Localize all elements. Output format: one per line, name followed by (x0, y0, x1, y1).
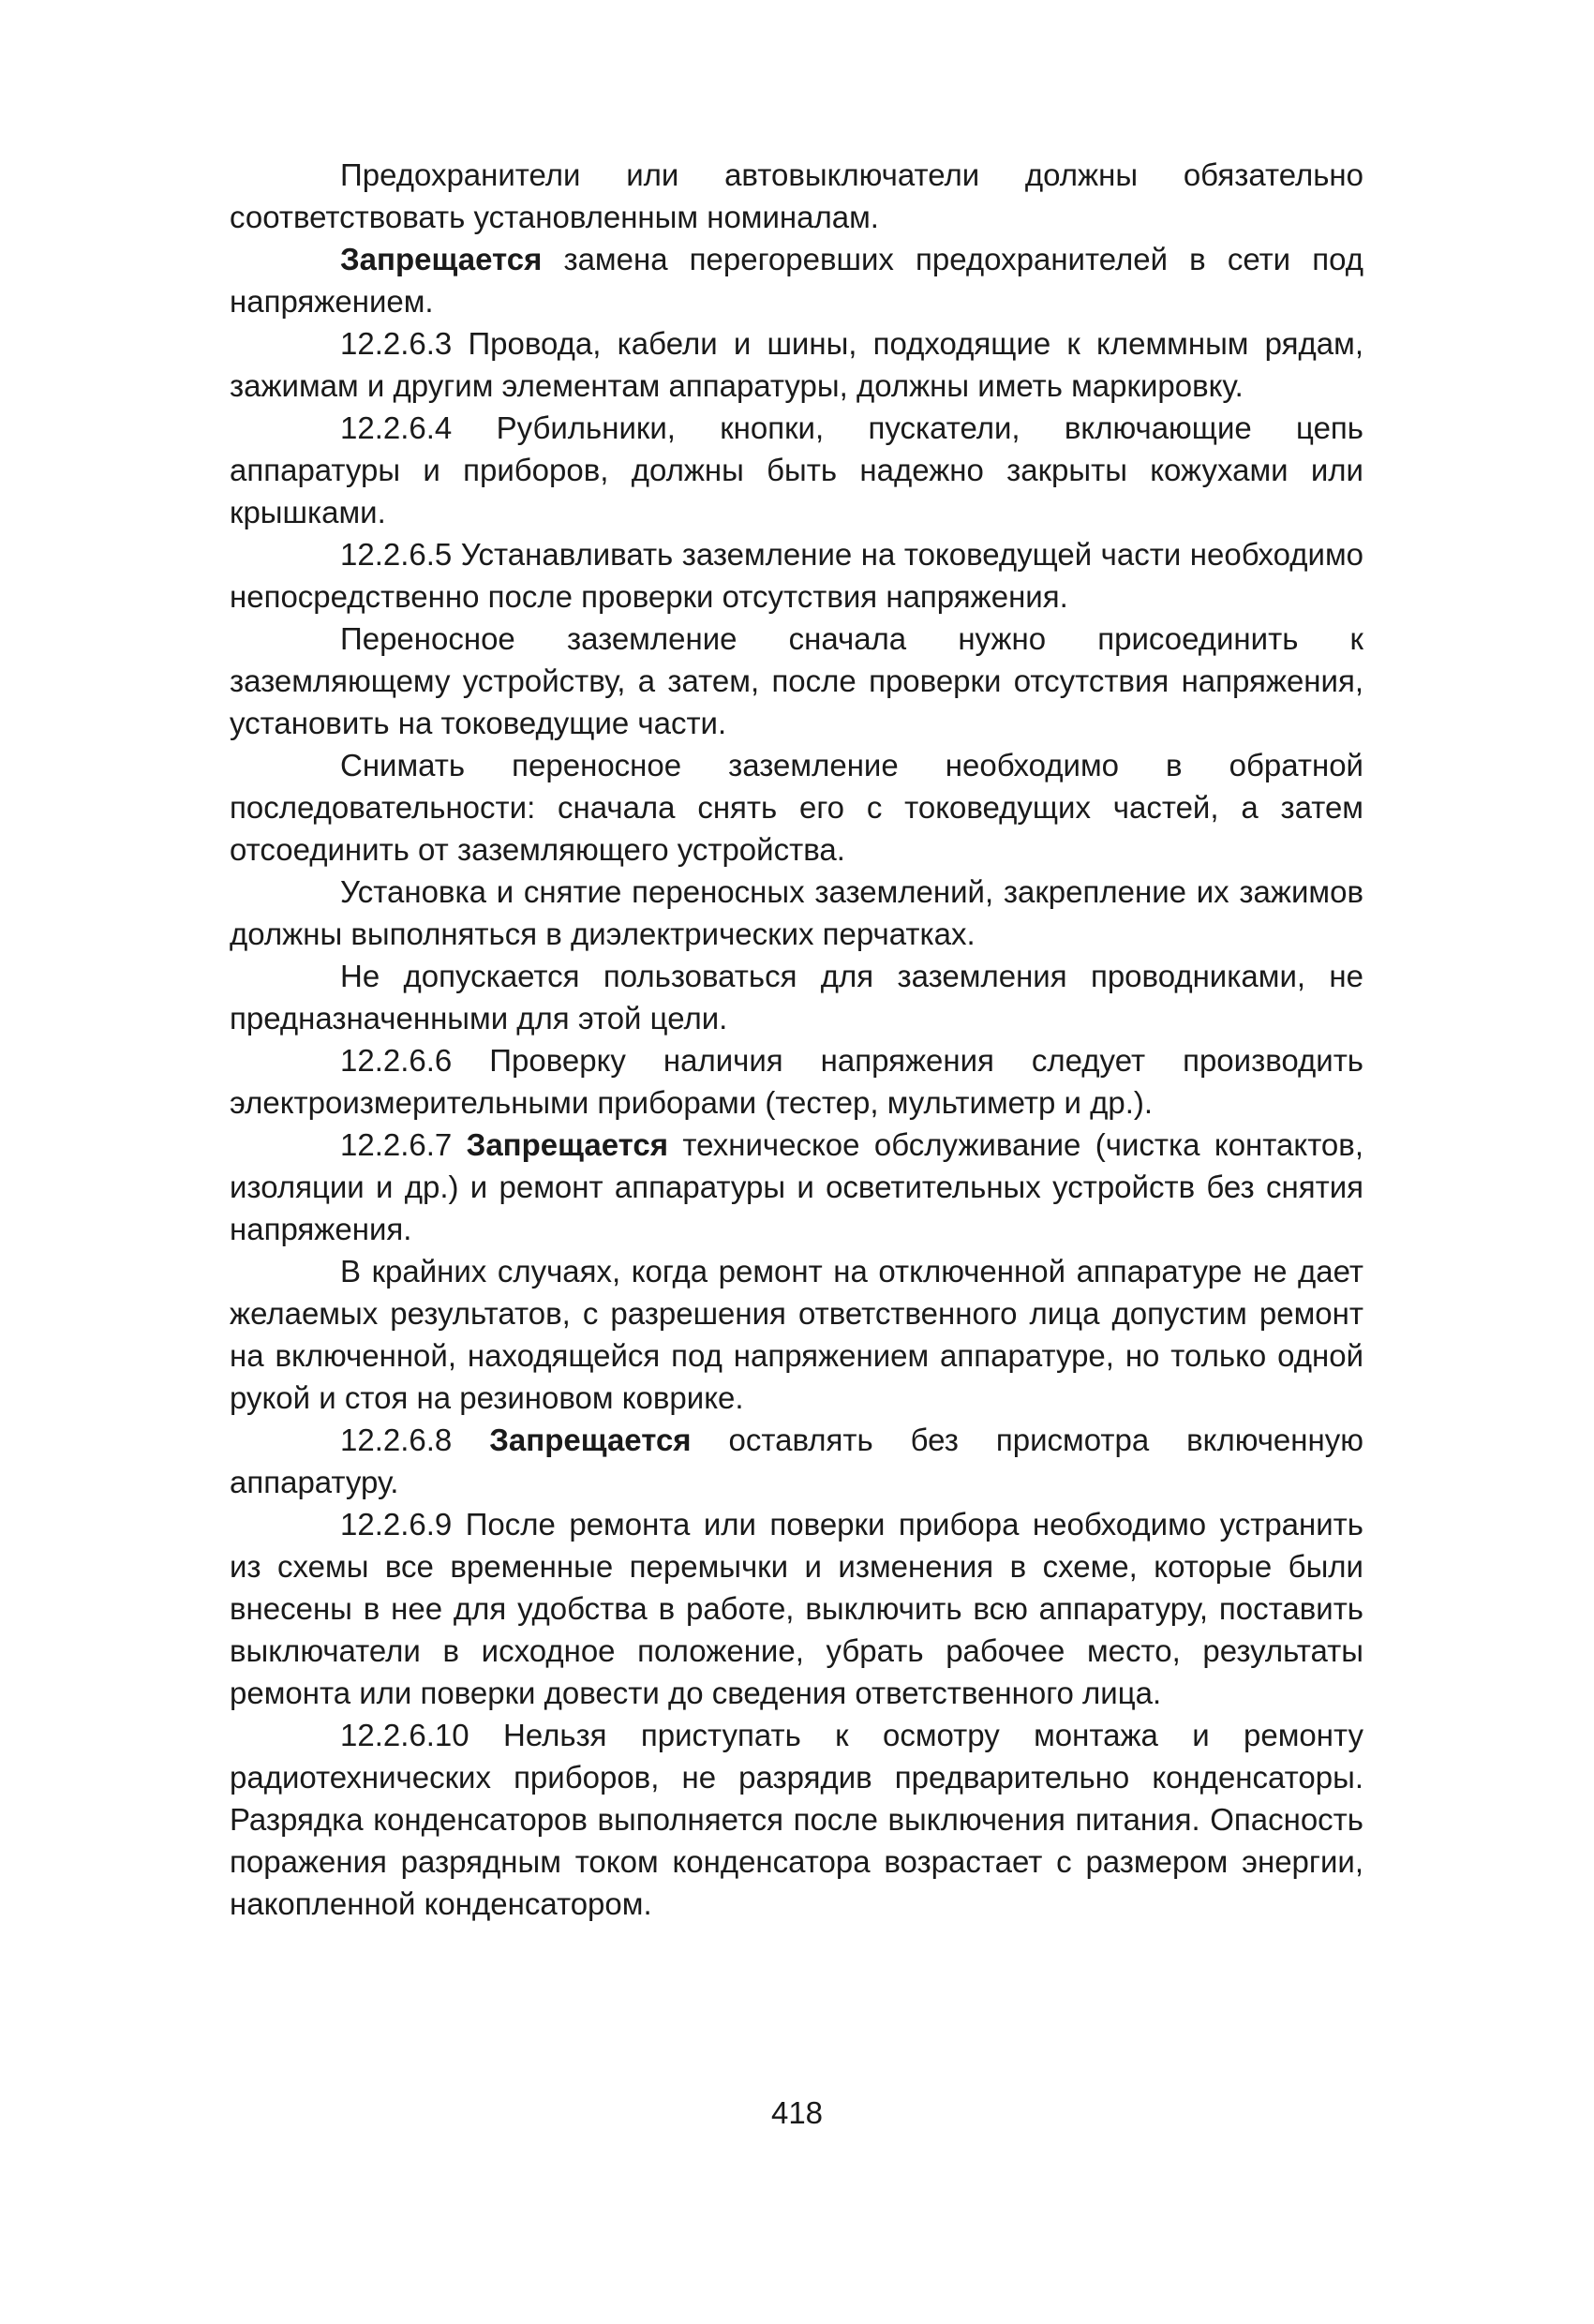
paragraph: Запрещается замена перегоревших предохранителей в сети под напряжением. (230, 242, 1363, 319)
page-body (230, 154, 1363, 1925)
emphasis-prohibited: Запрещается (340, 242, 543, 276)
paragraph: 12.2.6.8 Запрещается оставлять без присмотра включенную аппаратуру. (230, 1423, 1363, 1499)
emphasis-prohibited: Запрещается (489, 1423, 692, 1457)
paragraph: Предохранители или автовыключатели должны обязательно соответствовать установленным номиналам. (230, 157, 1363, 234)
paragraph: Установка и снятие переносных заземлений, закрепление их зажимов должны выполняться в диэлектрических перчатках. (230, 874, 1363, 951)
paragraph: Не допускается пользоваться для заземления проводниками, не предназначенными для этой цели. (230, 959, 1363, 1035)
paragraph: 12.2.6.4 Рубильники, кнопки, пускатели, включающие цепь аппаратуры и приборов, должны быть надежно закрыты кожухами или крышками. (230, 410, 1363, 529)
paragraph: Переносное заземление сначала нужно присоединить к заземляющему устройству, а затем, после проверки отсутствия напряжения, установить на токоведущие части. (230, 621, 1363, 740)
paragraph: 12.2.6.6 Проверку наличия напряжения следует производить электроизмерительными приборами (тестер, мультиметр и др.). (230, 1043, 1363, 1120)
page-number: 418 (770, 2095, 824, 2130)
emphasis-prohibited: Запрещается (466, 1127, 668, 1162)
paragraph: 12.2.6.3 Провода, кабели и шины, подходящие к клеммным рядам, зажимам и другим элементам аппаратуры, должны иметь маркировку. (230, 326, 1363, 403)
paragraph: 12.2.6.10 Нельзя приступать к осмотру монтажа и ремонту радиотехнических приборов, не разрядив предварительно конденсаторы. Разрядка конденсаторов выполняется после выключения питания. Опасность поражения разрядным током конденсатора возрастает с размером энергии, накопленной конденсатором. (230, 1718, 1363, 1921)
paragraph: 12.2.6.5 Устанавливать заземление на токоведущей части необходимо непосредственно после проверки отсутствия напряжения. (230, 537, 1363, 614)
paragraph: Снимать переносное заземление необходимо в обратной последовательности: сначала снять его с токоведущих частей, а затем отсоединить от заземляющего устройства. (230, 748, 1363, 867)
paragraph: 12.2.6.7 Запрещается техническое обслуживание (чистка контактов, изоляции и др.) и ремонт аппаратуры и осветительных устройств без снятия напряжения. (230, 1127, 1363, 1246)
paragraph: 12.2.6.9 После ремонта или поверки прибора необходимо устранить из схемы все временные перемычки и изменения в схеме, которые были внесены в нее для удобства в работе, выключить всю аппаратуру, поставить выключатели в исходное положение, убрать рабочее место, результаты ремонта или поверки довести до сведения ответственного лица. (230, 1507, 1363, 1710)
paragraph: В крайних случаях, когда ремонт на отключенной аппаратуре не дает желаемых результатов, с разрешения ответственного лица допустим ремонт на включенной, находящейся под напряжением аппаратуре, но только одной рукой и стоя на резиновом коврике. (230, 1254, 1363, 1415)
